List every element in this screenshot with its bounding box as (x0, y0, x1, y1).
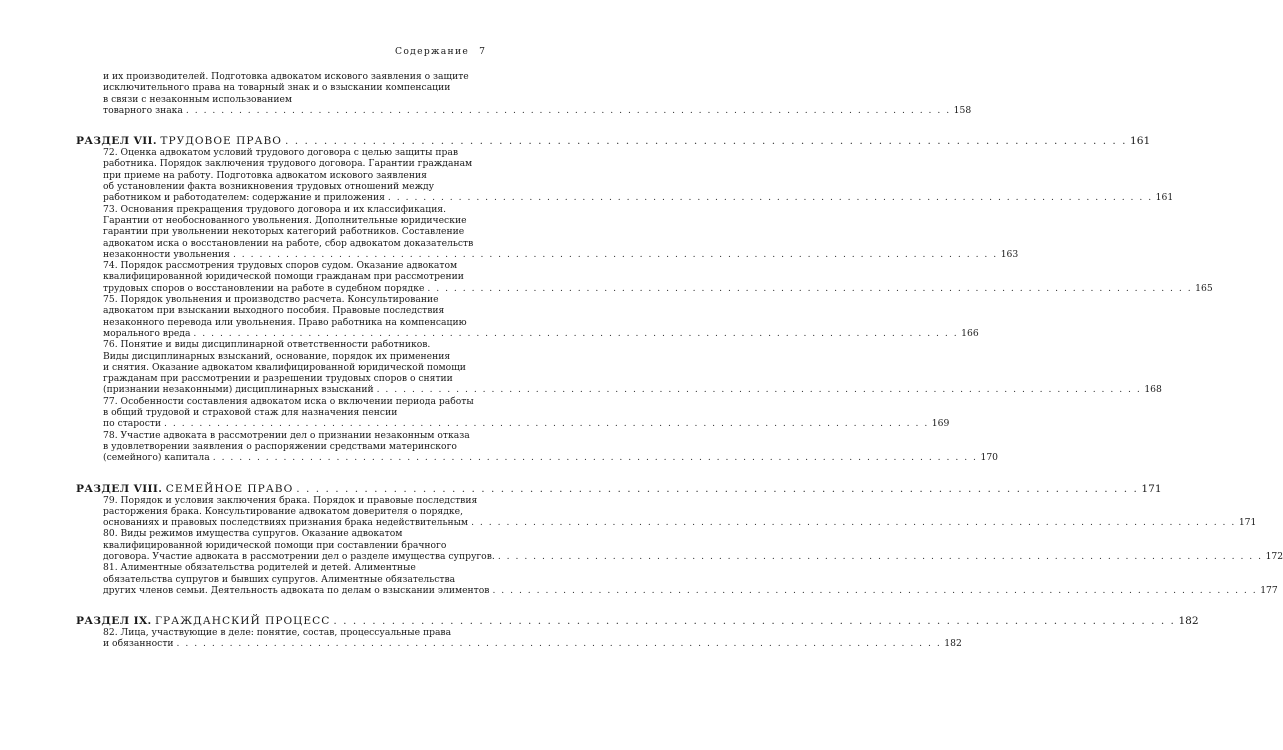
toc-page-number: 166 (961, 327, 979, 339)
entry-line: 80. Виды режимов имущества супругов. Оказание адвокатом (103, 528, 403, 540)
toc-section-heading[interactable] (76, 482, 1162, 495)
leader-dots (468, 517, 1239, 528)
leader-dots (230, 249, 1001, 260)
toc-entry[interactable] (76, 562, 1278, 596)
leader-dots (174, 638, 945, 649)
toc-page-number: 161 (1130, 135, 1151, 148)
leader-dots (330, 615, 1178, 627)
running-head-title: Содержание (394, 46, 470, 57)
entry-line: и обязанности (103, 638, 174, 650)
entry-line: 82. Лица, участвующие в деле: понятие, состав, процессуальные права (103, 627, 452, 639)
toc-page-number: 158 (953, 104, 972, 116)
toc-page-number: 169 (931, 418, 950, 430)
toc-entry[interactable] (76, 395, 950, 430)
leader-dots (183, 105, 954, 116)
entry-line: 78. Участие адвоката в рассмотрении дел о признании незаконным отказа (103, 429, 470, 441)
toc-page-number: 172 (1265, 550, 1283, 562)
entry-line: квалифицированной юридической помощи гражданам при рассмотрении (103, 271, 464, 283)
section-title (76, 135, 282, 147)
toc-entry[interactable] (76, 339, 1162, 396)
toc-entry[interactable] (76, 494, 1257, 529)
entry-line: договора. Участие адвоката в рассмотрении дел о разделе имущества супругов. (103, 550, 495, 562)
section-name: ГРАЖДАНСКИЙ ПРОЦЕСС (155, 615, 331, 628)
entry-line: 74. Порядок рассмотрения трудовых споров судом. Оказание адвокатом (103, 260, 458, 272)
toc-section-heading[interactable] (76, 135, 1151, 148)
section-spacer (76, 116, 488, 126)
section-spacer (76, 464, 488, 474)
section-label: РАЗДЕЛ VIII. (76, 482, 163, 495)
leader-dots (424, 283, 1195, 294)
toc-entry[interactable] (76, 203, 1019, 260)
toc-page-number: 165 (1195, 282, 1213, 294)
toc-section-heading[interactable] (76, 615, 1199, 628)
toc-page-number: 171 (1238, 517, 1257, 529)
leader-dots (495, 551, 1266, 562)
entry-line: гражданам при рассмотрении и разрешении трудовых споров о снятии (103, 373, 453, 385)
entry-line: исключительного права на товарный знак и о взыскании компенсации (103, 82, 451, 94)
toc-page-number: 163 (1000, 248, 1019, 260)
toc-page-number: 161 (1155, 192, 1174, 204)
section-label: РАЗДЕЛ VII. (76, 135, 158, 148)
toc-entry[interactable] (76, 260, 1213, 294)
toc-entry[interactable] (76, 627, 962, 650)
toc-page-number: 170 (980, 452, 999, 464)
entry-line: в общий трудовой и страховой стаж для назначения пенсии (103, 407, 398, 419)
section-name: СЕМЕЙНОЕ ПРАВО (165, 482, 294, 495)
entry-line: по старости (103, 418, 162, 430)
leader-dots (374, 384, 1145, 395)
entry-line: квалифицированной юридической помощи при составлении брачного (103, 539, 447, 551)
toc-page-number: 171 (1141, 482, 1162, 495)
entry-line: 75. Порядок увольнения и производство расчета. Консультирование (103, 294, 439, 306)
section-title (76, 483, 293, 495)
leader-dots (190, 328, 961, 339)
toc-entry[interactable] (76, 294, 979, 339)
entry-line: обязательства супругов и бывших супругов. Алиментные обязательства (103, 573, 456, 585)
entry-line: в удовлетворении заявления о распоряжении средствами материнского (103, 440, 457, 452)
entry-line: Виды дисциплинарных взысканий, основание, порядок их применения (103, 350, 451, 362)
entry-line: 73. Основания прекращения трудового договора и их классификация. (103, 203, 447, 215)
entry-line: 77. Особенности составления адвокатом иска о включении периода работы (103, 395, 474, 407)
entry-line: расторжения брака. Консультирование адвокатом доверителя о порядке, (103, 505, 463, 517)
section-name: ТРУДОВОЕ ПРАВО (160, 135, 282, 148)
entry-line: и их производителей. Подготовка адвокатом искового заявления о защите (103, 71, 469, 82)
toc-page-number: 177 (1260, 584, 1278, 596)
entry-line: адвокатом при взыскании выходного пособия. Правовые последствия (103, 305, 445, 317)
toc-entry[interactable] (76, 71, 972, 116)
entry-line: адвокатом иска о восстановлении на работе, сбор адвокатом доказательств (103, 237, 474, 249)
section-spacer (76, 596, 488, 606)
leader-dots (210, 452, 981, 463)
toc-entry[interactable] (76, 429, 999, 464)
entry-line: гарантии при увольнении некоторых категорий работников. Составление (103, 226, 465, 238)
entry-line: морального вреда (103, 327, 191, 339)
leader-dots (489, 585, 1260, 596)
entry-line: незаконного перевода или увольнения. Право работника на компенсацию (103, 316, 467, 328)
entry-line: Гарантии от необоснованного увольнения. Дополнительные юридические (103, 214, 467, 226)
entry-line: трудовых споров о восстановлении на работе в судебном порядке (103, 282, 425, 294)
entry-line: работником и работодателем: содержание и приложения (103, 192, 385, 204)
entry-line: основаниях и правовых последствиях признания брака недействительным (103, 517, 469, 529)
section-label: РАЗДЕЛ IX. (76, 615, 152, 628)
running-head (0, 46, 600, 57)
entry-line: незаконности увольнения (103, 248, 230, 260)
entry-line: работника. Порядок заключения трудового договора. Гарантии гражданам (103, 158, 473, 170)
entry-line: товарного знака (103, 104, 183, 116)
leader-dots (293, 483, 1141, 495)
page-number: 7 (479, 46, 485, 57)
leader-dots (385, 192, 1156, 203)
toc-entry[interactable] (76, 147, 1174, 204)
entry-line: в связи с незаконным использованием (103, 93, 293, 105)
entry-line: 76. Понятие и виды дисциплинарной ответственности работников. (103, 339, 431, 351)
entry-line: других членов семьи. Деятельность адвоката по делам о взыскании элиментов (103, 584, 490, 596)
entry-line: 72. Оценка адвокатом условий трудового договора с целью защиты прав (103, 147, 459, 159)
toc-entry[interactable] (76, 528, 1283, 562)
entry-line: 79. Порядок и условия заключения брака. Порядок и правовые последствия (103, 494, 478, 506)
toc-page-number: 182 (1178, 615, 1199, 628)
entry-line: и снятия. Оказание адвокатом квалифицированной юридической помощи (103, 361, 466, 373)
toc-page-number: 168 (1144, 384, 1162, 396)
leader-dots (282, 135, 1130, 147)
entry-line: (признании незаконными) дисциплинарных взысканий (103, 384, 374, 396)
section-title (76, 615, 330, 627)
entry-line: (семейного) капитала (103, 452, 210, 464)
entry-line: 81. Алиментные обязательства родителей и детей. Алиментные (103, 562, 416, 574)
entry-line: об установлении факта возникновения трудовых отношений между (103, 181, 435, 193)
entry-line: при приеме на работу. Подготовка адвокатом искового заявления (103, 169, 427, 181)
table-of-contents (76, 71, 1283, 650)
toc-page-number: 182 (944, 638, 962, 650)
leader-dots (161, 418, 932, 429)
